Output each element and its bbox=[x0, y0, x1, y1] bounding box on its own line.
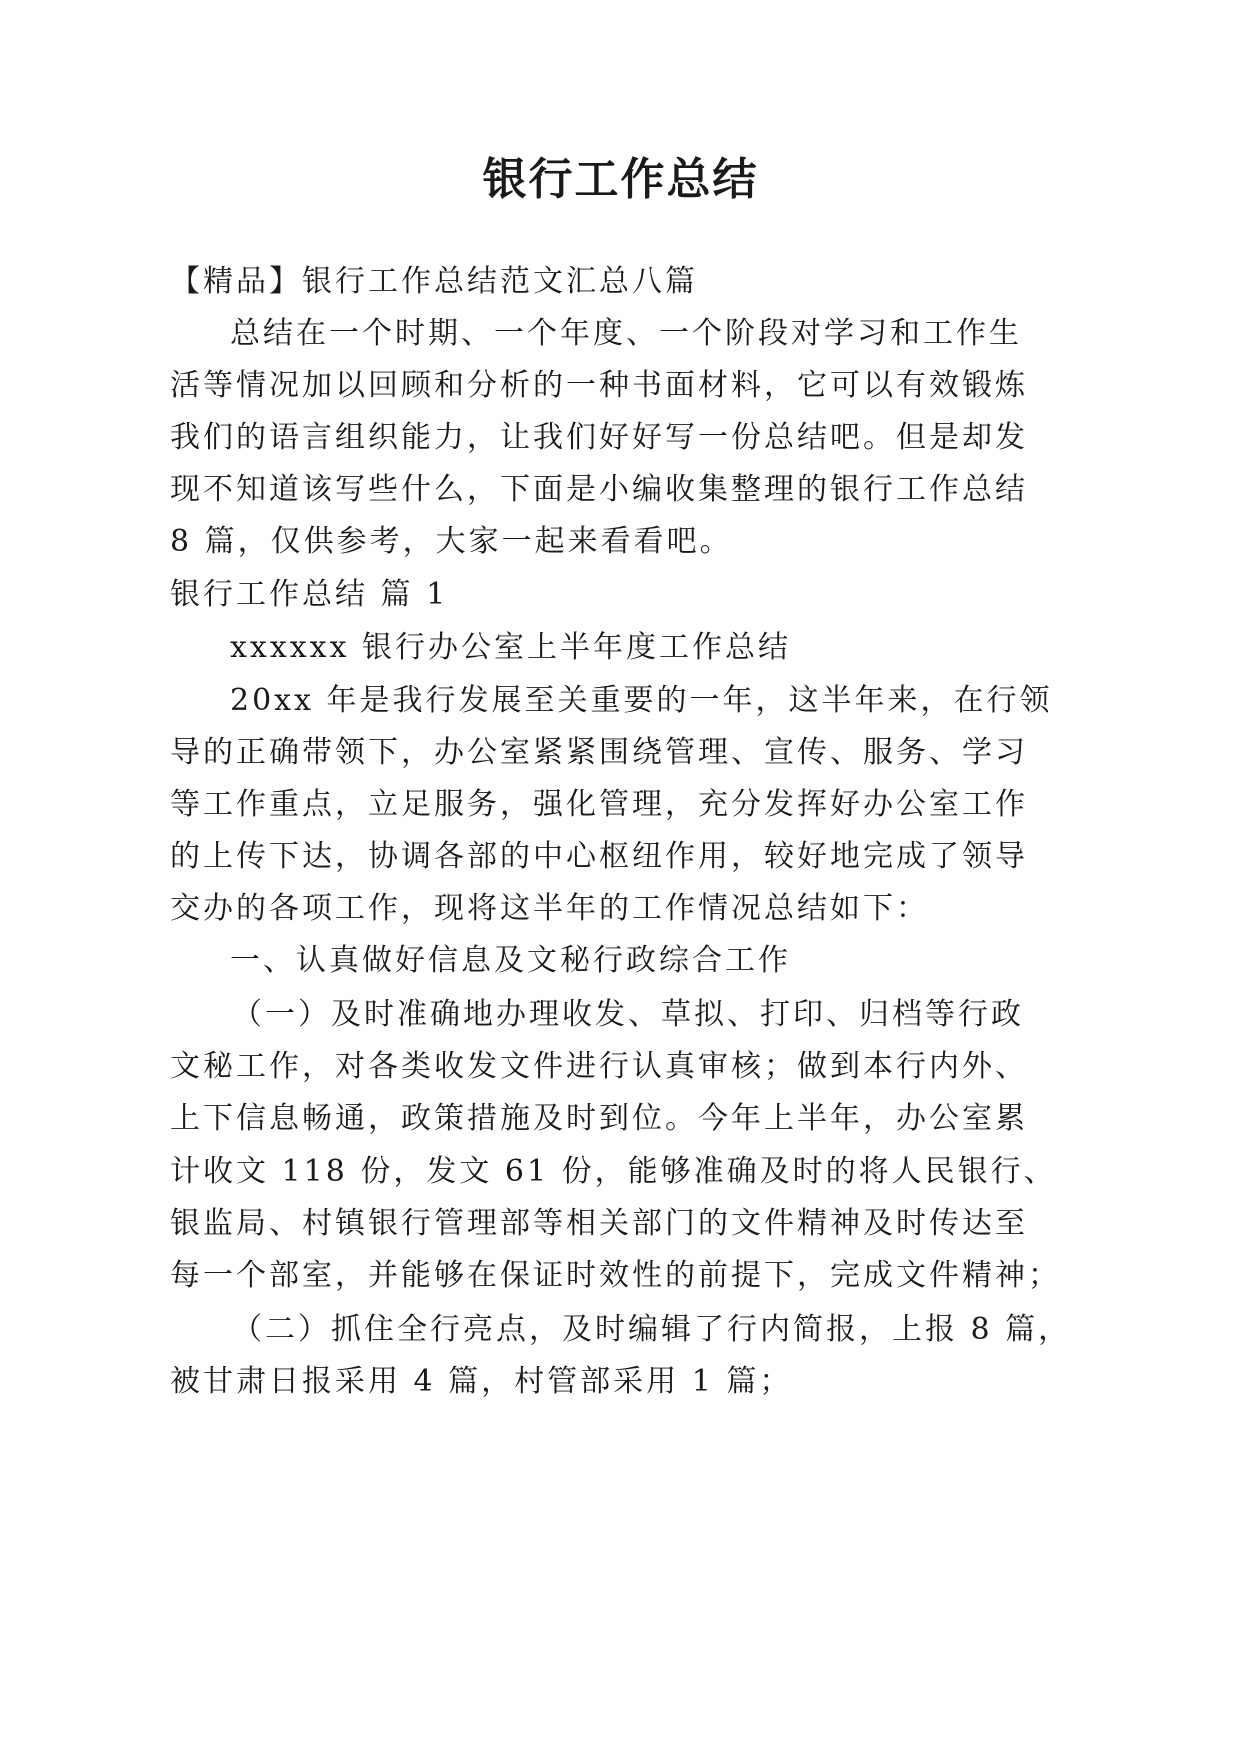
paragraph-line: 文秘工作，对各类收发文件进行认真审核；做到本行内外、 bbox=[170, 1049, 1028, 1084]
paragraph-line: 我们的语言组织能力，让我们好好写一份总结吧。但是却发 bbox=[170, 420, 1028, 455]
paragraph-line: 20xx 年是我行发展至关重要的一年，这半年来，在行领 bbox=[230, 683, 1053, 718]
paragraph-line: 的上传下达，协调各部的中心枢纽作用，较好地完成了领导 bbox=[170, 839, 1028, 874]
paragraph-line: 总结在一个时期、一个年度、一个阶段对学习和工作生 bbox=[230, 316, 1022, 351]
subheading-line: xxxxxx 银行办公室上半年度工作总结 bbox=[230, 630, 792, 665]
paragraph-line: 导的正确带领下，办公室紧紧围绕管理、宣传、服务、学习 bbox=[170, 735, 1028, 770]
section-heading: 银行工作总结 篇 1 bbox=[170, 577, 449, 612]
paragraph-line: 等工作重点，立足服务，强化管理，充分发挥好办公室工作 bbox=[170, 787, 1028, 822]
document-title: 银行工作总结 bbox=[482, 154, 759, 205]
subheading-line: 一、认真做好信息及文秘行政综合工作 bbox=[230, 943, 791, 978]
paragraph-line: 银监局、村镇银行管理部等相关部门的文件精神及时传达至 bbox=[170, 1206, 1028, 1241]
paragraph-line: 被甘肃日报采用 4 篇，村管部采用 1 篇； bbox=[170, 1364, 793, 1399]
paragraph-line: （二）抓住全行亮点，及时编辑了行内简报，上报 8 篇， bbox=[232, 1312, 1072, 1347]
paragraph-line: 上下信息畅通，政策措施及时到位。今年上半年，办公室累 bbox=[170, 1101, 1028, 1136]
heading-line: 【精品】银行工作总结范文汇总八篇 bbox=[170, 264, 698, 299]
paragraph-line: 交办的各项工作，现将这半年的工作情况总结如下： bbox=[170, 891, 929, 926]
paragraph-line: 8 篇，仅供参考，大家一起来看看吧。 bbox=[170, 524, 733, 559]
paragraph-line: （一）及时准确地办理收发、草拟、打印、归档等行政 bbox=[232, 997, 1024, 1032]
paragraph-line: 每一个部室，并能够在保证时效性的前提下，完成文件精神； bbox=[170, 1258, 1061, 1293]
paragraph-line: 活等情况加以回顾和分析的一种书面材料，它可以有效锻炼 bbox=[170, 368, 1028, 403]
paragraph-line: 现不知道该写些什么，下面是小编收集整理的银行工作总结 bbox=[170, 472, 1028, 507]
paragraph-line: 计收文 118 份，发文 61 份，能够准确及时的将人民银行、 bbox=[170, 1154, 1057, 1189]
